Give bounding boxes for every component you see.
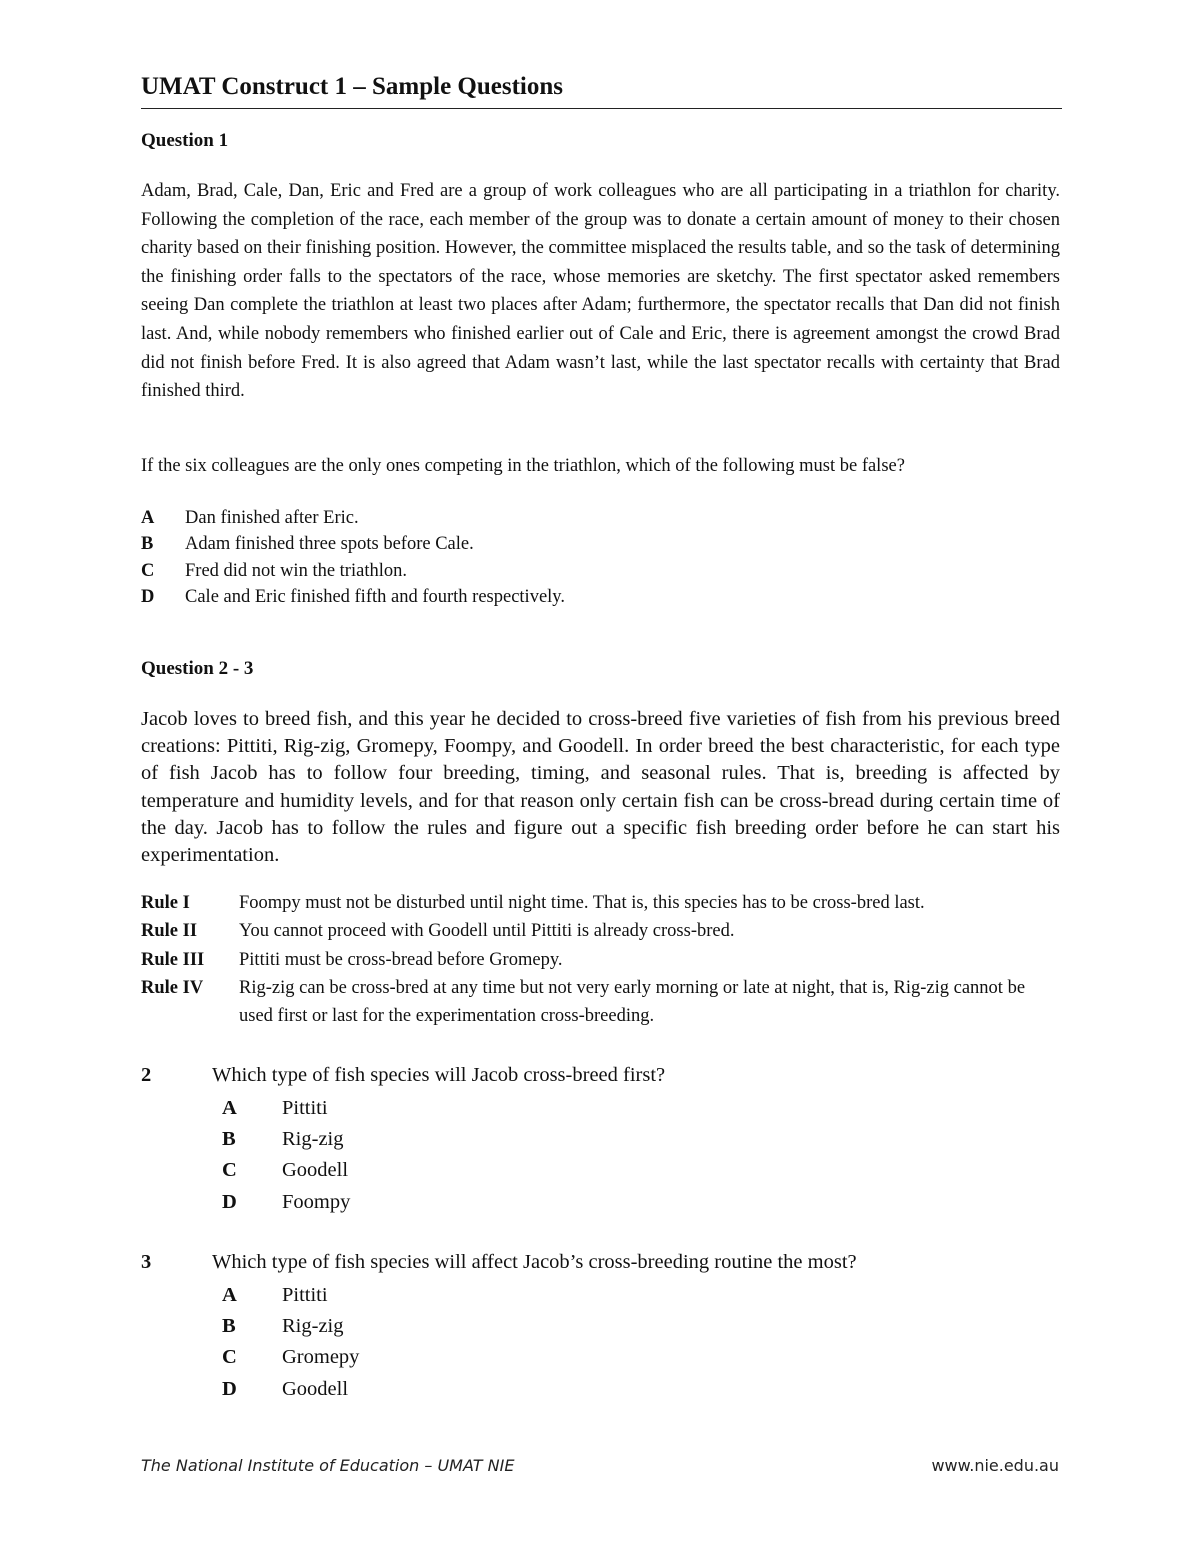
question-3-prompt: Which type of fish species will affect Jacob’s cross-breeding routine the most? [212,1251,857,1273]
option-text: Rig-zig [282,1128,344,1151]
option-item[interactable] [222,1311,359,1342]
rule-label: Rule III [141,949,205,970]
option-item[interactable] [222,1155,350,1186]
question-2-options [222,1093,350,1218]
rule-item [141,974,1049,1031]
rule-item [141,946,1049,974]
option-letter: D [222,1190,237,1213]
option-text: Pittiti [282,1284,328,1306]
option-text: Cale and Eric finished fifth and fourth respectively. [185,586,565,607]
option-item[interactable] [141,531,565,557]
option-item[interactable] [222,1093,350,1124]
option-text: Adam finished three spots before Cale. [185,534,474,555]
option-letter: A [222,1284,237,1306]
footer-website-link[interactable]: www.nie.edu.au [931,1456,1059,1475]
rule-text: Pittiti must be cross-bread before Gromepy. [239,949,563,970]
option-letter: D [141,586,155,607]
option-text: Goodell [282,1159,349,1182]
option-letter: B [222,1128,236,1151]
option-text: Foompy [282,1190,351,1213]
option-letter: C [222,1159,237,1182]
question-1-heading: Question 1 [141,130,229,151]
rule-item [141,889,1049,917]
option-item[interactable] [141,505,565,531]
option-text: Rig-zig [282,1315,344,1338]
question-2-3-passage: Jacob loves to breed fish, and this year he decided to cross-breed five varieties of fish from his previous breed creations: Pittiti, Rig-zig, Gromepy, Foompy, and Goodell. In order breed the best characteristic, for each type of fish Jacob has to follow four breeding, timing, and seasonal rules. That is, breeding is affected by temperature and humidity levels, and for that reason only certain fish can be cross-bread during certain time of the day. Jacob has to follow the rules and figure out a specific fish breeding order before he can start his experimentation. [141,708,1060,867]
rule-label: Rule IV [141,977,204,998]
option-item[interactable] [222,1374,359,1405]
rules-list [141,889,1049,1030]
question-2-number: 2 [141,1064,152,1086]
question-2-prompt: Which type of fish species will Jacob cross-breed first? [212,1064,666,1086]
option-item[interactable] [141,584,565,610]
footer-institution: The National Institute of Education – UMAT NIE [141,1456,515,1475]
rule-label: Rule I [141,893,190,913]
question-3-number: 3 [141,1251,152,1273]
option-letter: C [141,560,155,581]
question-1-prompt: If the six colleagues are the only ones competing in the triathlon, which of the following must be false? [141,456,905,476]
option-item[interactable] [222,1280,359,1311]
option-letter: B [141,534,154,555]
option-item[interactable] [222,1187,350,1218]
option-letter: C [222,1346,237,1369]
question-2-3-heading: Question 2 - 3 [141,658,254,679]
option-letter: A [141,508,155,528]
option-text: Pittiti [282,1097,328,1119]
title-divider [141,108,1062,109]
option-text: Gromepy [282,1346,360,1369]
rule-text: Rig-zig can be cross-bred at any time but not very early morning or late at night, that is, Rig-zig cannot be used first or last for the experimentation cross-breeding. [239,977,1026,1027]
option-item[interactable] [141,558,565,584]
option-item[interactable] [222,1342,359,1373]
question-1-passage: Adam, Brad, Cale, Dan, Eric and Fred are a group of work colleagues who are all participating in a triathlon for charity. Following the completion of the race, each member of the group was to donate a certain amount of money to their chosen charity based on their finishing position. However, the committee misplaced the results table, and so the task of determining the finishing order falls to the spectators of the race, whose memories are sketchy. The first spectator asked remembers seeing Dan complete the triathlon at least two places after Adam; furthermore, the spectator recalls that Dan did not finish last. And, while nobody remembers who finished earlier out of Cale and Eric, there is agreement amongst the crowd Brad did not finish before Fred. It is also agreed that Adam wasn’t last, while the last spectator recalls with certainty that Brad finished third. [141,181,1060,402]
rule-item [141,917,1049,945]
question-1-options [141,505,565,610]
rule-text: You cannot proceed with Goodell until Pittiti is already cross-bred. [239,921,735,942]
rule-text: Foompy must not be disturbed until night time. That is, this species has to be cross-bred last. [239,893,925,913]
option-text: Dan finished after Eric. [185,508,359,528]
option-letter: D [222,1377,237,1400]
option-letter: A [222,1097,237,1119]
document-title: UMAT Construct 1 – Sample Questions [141,73,564,100]
option-text: Fred did not win the triathlon. [185,560,407,581]
option-text: Goodell [282,1377,349,1400]
rule-label: Rule II [141,921,198,942]
question-3-options [222,1280,359,1405]
option-letter: B [222,1315,236,1338]
option-item[interactable] [222,1124,350,1155]
